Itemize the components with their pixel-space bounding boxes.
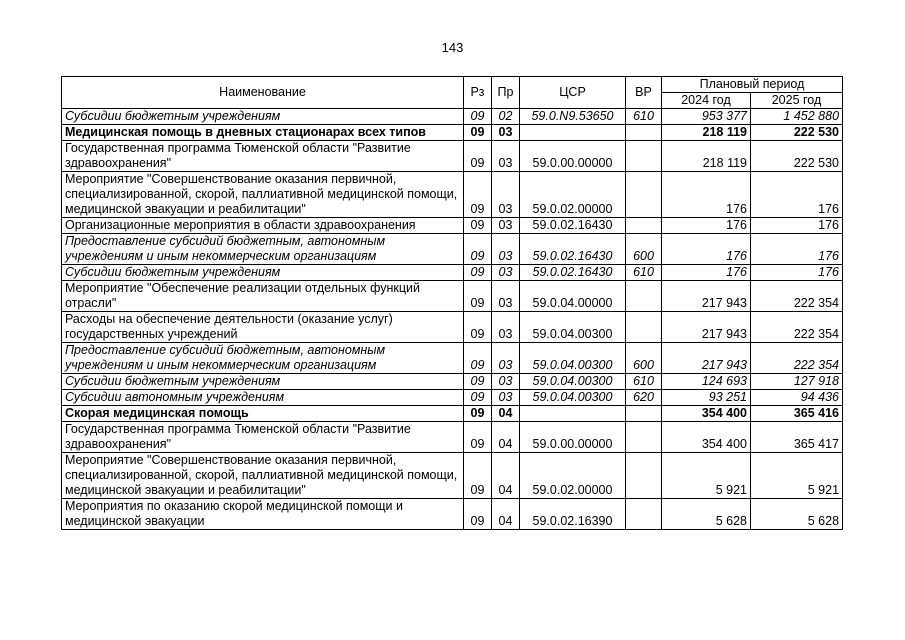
row-name: Государственная программа Тюменской области "Развитие здравоохранения" — [62, 422, 464, 453]
table-row — [62, 234, 843, 265]
row-2025: 365 416 — [751, 406, 843, 422]
row-name: Субсидии бюджетным учреждениям — [62, 265, 464, 281]
row-csr: 59.0.02.16430 — [520, 218, 626, 234]
row-name: Мероприятие "Обеспечение реализации отдельных функций отрасли" — [62, 281, 464, 312]
row-vr: 600 — [626, 234, 662, 265]
row-2025: 176 — [751, 218, 843, 234]
row-2025: 222 354 — [751, 343, 843, 374]
row-rz: 09 — [464, 172, 492, 218]
row-rz: 09 — [464, 125, 492, 141]
row-name: Предоставление субсидий бюджетным, автономным учреждениям и иным некоммерческим организациям — [62, 234, 464, 265]
row-2025: 176 — [751, 234, 843, 265]
row-csr: 59.0.N9.53650 — [520, 109, 626, 125]
header-rz: Рз — [464, 77, 492, 109]
row-csr: 59.0.00.00000 — [520, 141, 626, 172]
row-2024: 218 119 — [662, 125, 751, 141]
row-rz: 09 — [464, 265, 492, 281]
table-row — [62, 422, 843, 453]
row-2024: 354 400 — [662, 406, 751, 422]
row-2024: 176 — [662, 234, 751, 265]
row-pr: 03 — [492, 125, 520, 141]
row-name: Организационные мероприятия в области здравоохранения — [62, 218, 464, 234]
table-row — [62, 141, 843, 172]
row-2025: 5 628 — [751, 499, 843, 530]
row-pr: 03 — [492, 343, 520, 374]
header-name: Наименование — [62, 77, 464, 109]
row-name: Мероприятие "Совершенствование оказания первичной, специализированной, скорой, паллиативной медицинской помощи, медицинской эвакуации и реабилитации" — [62, 453, 464, 499]
row-csr: 59.0.02.16430 — [520, 265, 626, 281]
row-csr: 59.0.02.00000 — [520, 172, 626, 218]
row-2024: 93 251 — [662, 390, 751, 406]
row-2025: 222 354 — [751, 312, 843, 343]
row-2024: 124 693 — [662, 374, 751, 390]
row-pr: 03 — [492, 234, 520, 265]
row-2025: 94 436 — [751, 390, 843, 406]
row-rz: 09 — [464, 390, 492, 406]
row-csr: 59.0.02.00000 — [520, 453, 626, 499]
row-2024: 354 400 — [662, 422, 751, 453]
row-pr: 03 — [492, 218, 520, 234]
row-rz: 09 — [464, 343, 492, 374]
row-rz: 09 — [464, 234, 492, 265]
row-vr: 610 — [626, 265, 662, 281]
table-row — [62, 265, 843, 281]
row-name: Субсидии автономным учреждениям — [62, 390, 464, 406]
row-rz: 09 — [464, 312, 492, 343]
row-csr: 59.0.04.00300 — [520, 374, 626, 390]
row-rz: 09 — [464, 109, 492, 125]
row-pr: 02 — [492, 109, 520, 125]
row-pr: 04 — [492, 422, 520, 453]
row-2025: 176 — [751, 265, 843, 281]
row-pr: 03 — [492, 172, 520, 218]
row-2024: 5 921 — [662, 453, 751, 499]
row-vr: 610 — [626, 109, 662, 125]
row-vr — [626, 172, 662, 218]
row-name: Предоставление субсидий бюджетным, автономным учреждениям и иным некоммерческим организациям — [62, 343, 464, 374]
row-rz: 09 — [464, 499, 492, 530]
row-rz: 09 — [464, 453, 492, 499]
header-2025: 2025 год — [751, 93, 843, 109]
table-row — [62, 453, 843, 499]
row-vr: 610 — [626, 374, 662, 390]
row-pr: 03 — [492, 390, 520, 406]
row-2025: 222 530 — [751, 125, 843, 141]
row-rz: 09 — [464, 422, 492, 453]
row-pr: 04 — [492, 499, 520, 530]
row-pr: 04 — [492, 406, 520, 422]
table-row — [62, 499, 843, 530]
row-name: Расходы на обеспечение деятельности (оказание услуг) государственных учреждений — [62, 312, 464, 343]
row-2024: 217 943 — [662, 312, 751, 343]
row-csr: 59.0.02.16390 — [520, 499, 626, 530]
row-2025: 127 918 — [751, 374, 843, 390]
row-csr: 59.0.04.00300 — [520, 390, 626, 406]
row-pr: 03 — [492, 281, 520, 312]
row-pr: 03 — [492, 374, 520, 390]
row-vr — [626, 281, 662, 312]
row-rz: 09 — [464, 218, 492, 234]
budget-table — [61, 76, 843, 530]
row-2025: 176 — [751, 172, 843, 218]
table-row — [62, 343, 843, 374]
row-vr — [626, 453, 662, 499]
row-name: Скорая медицинская помощь — [62, 406, 464, 422]
row-pr: 03 — [492, 141, 520, 172]
row-name: Государственная программа Тюменской области "Развитие здравоохранения" — [62, 141, 464, 172]
row-name: Субсидии бюджетным учреждениям — [62, 374, 464, 390]
row-csr: 59.0.02.16430 — [520, 234, 626, 265]
row-vr: 600 — [626, 343, 662, 374]
row-rz: 09 — [464, 374, 492, 390]
row-csr — [520, 125, 626, 141]
row-rz: 09 — [464, 141, 492, 172]
row-2025: 222 530 — [751, 141, 843, 172]
row-pr: 03 — [492, 265, 520, 281]
table-row — [62, 125, 843, 141]
table-row — [62, 281, 843, 312]
table-row — [62, 109, 843, 125]
row-name: Мероприятия по оказанию скорой медицинской помощи и медицинской эвакуации — [62, 499, 464, 530]
row-2025: 1 452 880 — [751, 109, 843, 125]
row-csr — [520, 406, 626, 422]
row-2024: 176 — [662, 218, 751, 234]
row-pr: 04 — [492, 453, 520, 499]
header-planned-period: Плановый период — [662, 77, 843, 93]
table-body — [62, 109, 843, 530]
header-pr: Пр — [492, 77, 520, 109]
row-vr — [626, 125, 662, 141]
table-row — [62, 374, 843, 390]
row-vr — [626, 312, 662, 343]
row-2024: 176 — [662, 172, 751, 218]
row-name: Субсидии бюджетным учреждениям — [62, 109, 464, 125]
row-csr: 59.0.00.00000 — [520, 422, 626, 453]
row-2025: 222 354 — [751, 281, 843, 312]
row-csr: 59.0.04.00300 — [520, 312, 626, 343]
row-2024: 5 628 — [662, 499, 751, 530]
table-row — [62, 406, 843, 422]
header-2024: 2024 год — [662, 93, 751, 109]
row-2025: 365 417 — [751, 422, 843, 453]
row-rz: 09 — [464, 406, 492, 422]
row-csr: 59.0.04.00300 — [520, 343, 626, 374]
row-2024: 217 943 — [662, 343, 751, 374]
row-csr: 59.0.04.00000 — [520, 281, 626, 312]
row-2024: 217 943 — [662, 281, 751, 312]
page-number: 143 — [441, 40, 464, 55]
table-row — [62, 218, 843, 234]
row-vr — [626, 422, 662, 453]
row-2025: 5 921 — [751, 453, 843, 499]
row-pr: 03 — [492, 312, 520, 343]
row-2024: 218 119 — [662, 141, 751, 172]
row-vr — [626, 499, 662, 530]
row-vr: 620 — [626, 390, 662, 406]
header-vr: ВР — [626, 77, 662, 109]
row-vr — [626, 406, 662, 422]
row-vr — [626, 218, 662, 234]
table-row — [62, 390, 843, 406]
table-row — [62, 172, 843, 218]
row-name: Мероприятие "Совершенствование оказания первичной, специализированной, скорой, паллиативной медицинской помощи, медицинской эвакуации и реабилитации" — [62, 172, 464, 218]
row-2024: 953 377 — [662, 109, 751, 125]
row-2024: 176 — [662, 265, 751, 281]
row-rz: 09 — [464, 281, 492, 312]
table-row — [62, 312, 843, 343]
header-csr: ЦСР — [520, 77, 626, 109]
row-name: Медицинская помощь в дневных стационарах всех типов — [62, 125, 464, 141]
row-vr — [626, 141, 662, 172]
